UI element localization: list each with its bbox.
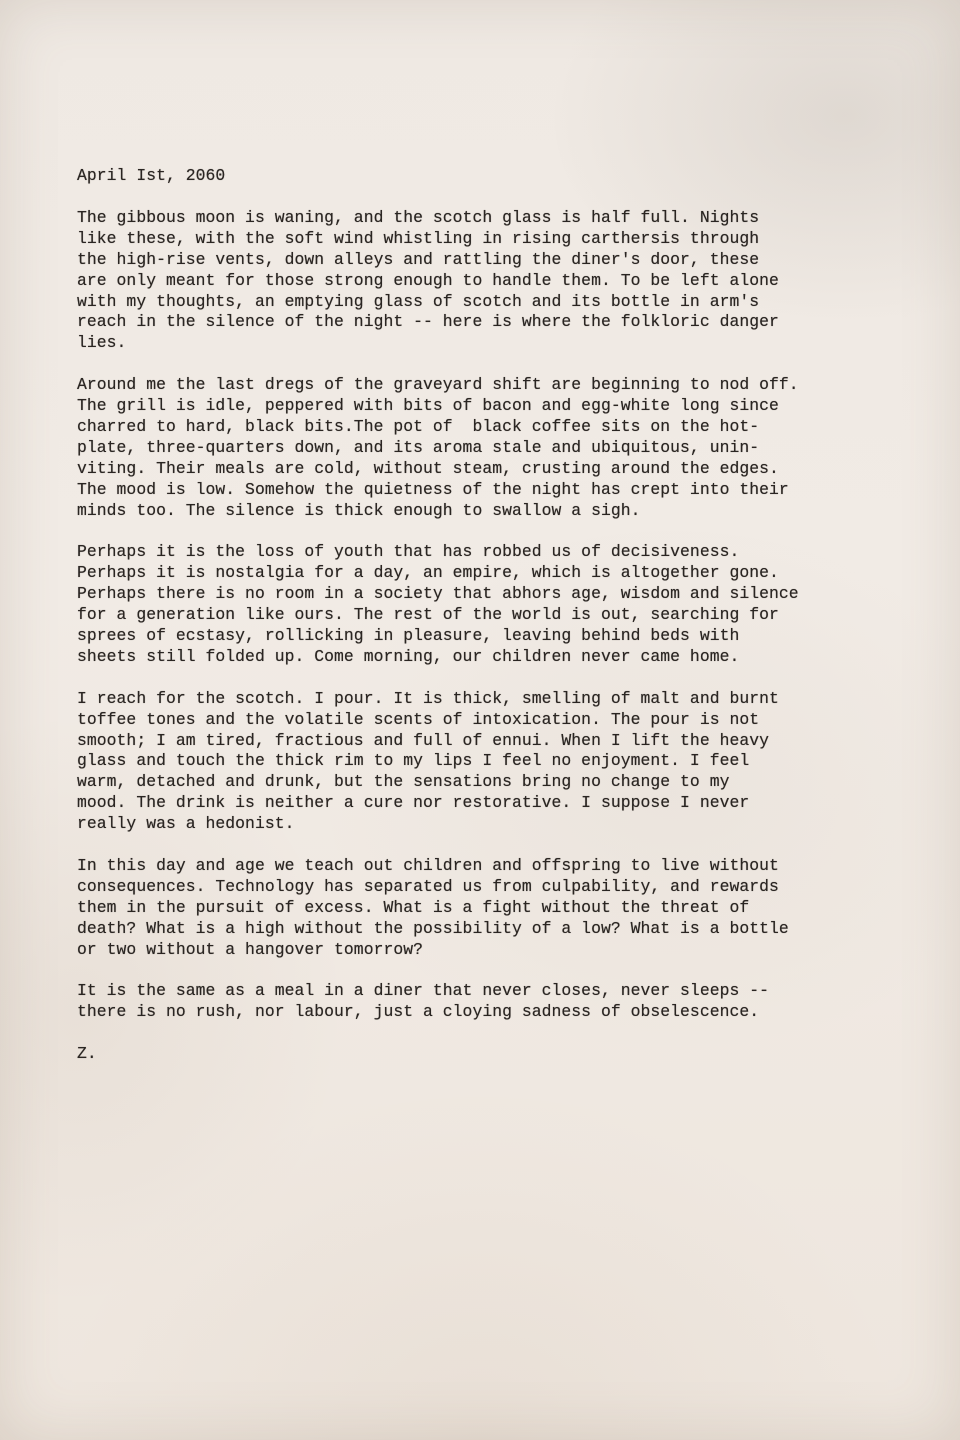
- text-line: warm, detached and drunk, but the sensations bring no change to my: [77, 772, 730, 792]
- text-line: viting. Their meals are cold, without steam, crusting around the edges.: [77, 458, 779, 478]
- text-line: In this day and age we teach out children and offspring to live without: [77, 855, 779, 875]
- text-line: minds too. The silence is thick enough to swallow a sigh.: [77, 500, 641, 520]
- text-line: mood. The drink is neither a cure nor restorative. I suppose I never: [77, 793, 750, 813]
- text-line: smooth; I am tired, fractious and full of ennui. When I lift the heavy: [77, 730, 770, 750]
- letter-date: April Ist, 2060: [77, 166, 226, 185]
- text-line: I reach for the scotch. I pour. It is thick, smelling of malt and burnt: [77, 688, 779, 708]
- paragraph: [77, 689, 877, 835]
- text-line: for a generation like ours. The rest of the world is out, searching for: [77, 605, 779, 625]
- paragraph: [77, 542, 877, 667]
- text-line: with my thoughts, an emptying glass of scotch and its bottle in arm's: [77, 291, 760, 311]
- paragraph: [77, 375, 877, 521]
- text-line: reach in the silence of the night -- here is where the folkloric danger: [77, 312, 779, 332]
- paragraph: [77, 856, 877, 961]
- text-line: toffee tones and the volatile scents of intoxication. The pour is not: [77, 709, 760, 729]
- text-line: charred to hard, black bits.The pot of black coffee sits on the hot-: [77, 416, 760, 436]
- text-line: plate, three-quarters down, and its aroma stale and ubiquitous, unin-: [77, 437, 760, 457]
- text-line: them in the pursuit of excess. What is a fight without the threat of: [77, 897, 750, 917]
- text-line: really was a hedonist.: [77, 814, 295, 834]
- text-line: Perhaps it is nostalgia for a day, an empire, which is altogether gone.: [77, 563, 779, 583]
- text-line: sheets still folded up. Come morning, our children never came home.: [77, 646, 740, 666]
- text-line: sprees of ecstasy, rollicking in pleasure, leaving behind beds with: [77, 626, 740, 645]
- text-line: or two without a hangover tomorrow?: [77, 939, 424, 959]
- text-line: The gibbous moon is waning, and the scotch glass is half full. Nights: [77, 207, 760, 227]
- text-line: Perhaps it is the loss of youth that has robbed us of decisiveness.: [77, 542, 740, 562]
- text-line: lies.: [77, 333, 127, 353]
- text-line: Perhaps there is no room in a society that abhors age, wisdom and silence: [77, 584, 799, 604]
- paragraph: [77, 981, 877, 1023]
- text-line: there is no rush, nor labour, just a cloying sadness of obselescence.: [77, 1002, 760, 1022]
- text-line: It is the same as a meal in a diner that never closes, never sleeps --: [77, 981, 770, 1001]
- letter-body: [77, 166, 877, 1065]
- text-line: like these, with the soft wind whistling in rising carthersis through: [77, 228, 760, 248]
- text-line: are only meant for those strong enough to handle them. To be left alone: [77, 270, 779, 290]
- paragraph: [77, 208, 877, 354]
- text-line: The mood is low. Somehow the quietness of the night has crept into their: [77, 479, 789, 499]
- text-line: Around me the last dregs of the graveyard shift are beginning to nod off.: [77, 375, 799, 395]
- signature: Z.: [77, 1044, 97, 1064]
- text-line: The grill is idle, peppered with bits of bacon and egg-white long since: [77, 396, 779, 416]
- text-line: the high-rise vents, down alleys and rattling the diner's door, these: [77, 249, 760, 269]
- text-line: consequences. Technology has separated us from culpability, and rewards: [77, 876, 779, 896]
- text-line: death? What is a high without the possibility of a low? What is a bottle: [77, 918, 789, 938]
- letter-paragraphs: [77, 208, 877, 1023]
- text-line: glass and touch the thick rim to my lips I feel no enjoyment. I feel: [77, 751, 750, 771]
